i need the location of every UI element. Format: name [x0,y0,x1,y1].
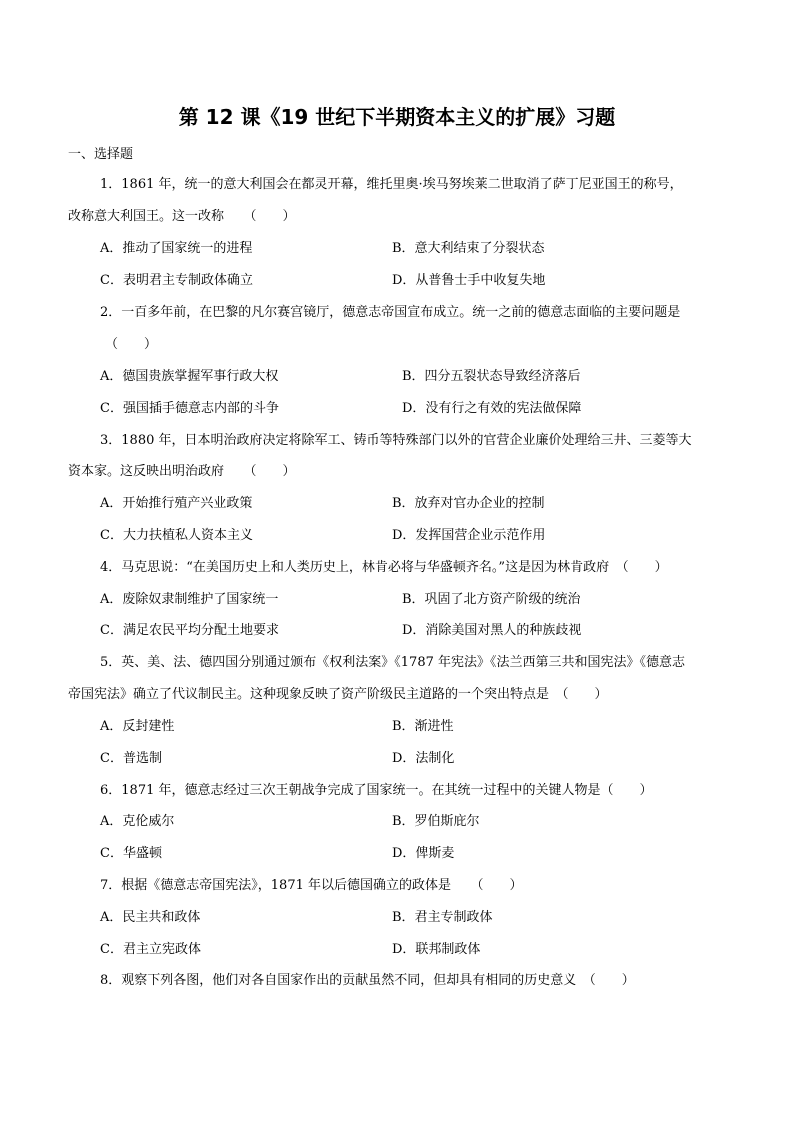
question-6-line-1: 6．1871 年，德意志经过三次王朝战争完成了国家统一。在其统一过程中的关键人物是（ ） [100,783,653,798]
question-4-option-d[interactable]: D．消除美国对黑人的种族歧视 [402,623,582,638]
question-2-option-a[interactable]: A．德国贵族掌握军事行政大权 [100,369,279,384]
question-2-line-1: 2．一百多年前，在巴黎的凡尔赛宫镜厅，德意志帝国宣布成立。统一之前的德意志面临的主要问题是 [100,305,681,320]
question-5-option-a[interactable]: A．反封建性 [100,719,175,734]
question-4-option-b[interactable]: B．巩固了北方资产阶级的统治 [402,592,581,607]
question-3-option-a[interactable]: A．开始推行殖产兴业政策 [100,496,253,511]
question-3-option-b[interactable]: B．放弃对官办企业的控制 [392,496,545,511]
question-5-line-1: 5．英、美、法、德四国分别通过颁布《权利法案》《1787 年宪法》《法兰西第三共和国宪法》《德意志 [100,655,685,670]
question-7-line-1: 7．根据《德意志帝国宪法》，1871 年以后德国确立的政体是 （ ） [100,878,523,893]
question-7-option-d[interactable]: D．联邦制政体 [392,942,481,957]
question-5-option-b[interactable]: B．渐进性 [392,719,454,734]
question-1-line-1: 1．1861 年，统一的意大利国会在都灵开幕，维托里奥·埃马努埃莱二世取消了萨丁尼亚国王的称号， [100,177,683,192]
question-2-option-b[interactable]: B．四分五裂状态导致经济落后 [402,369,581,384]
question-1-option-b[interactable]: B．意大利结束了分裂状态 [392,241,545,256]
question-7-option-c[interactable]: C．君主立宪政体 [100,942,201,957]
question-5-line-2: 帝国宪法》确立了代议制民主。这种现象反映了资产阶级民主道路的一个突出特点是 （ ） [68,687,608,702]
question-2-option-d[interactable]: D．没有行之有效的宪法做保障 [402,401,582,416]
question-6-option-c[interactable]: C．华盛顿 [100,846,162,861]
question-3-line-1: 3．1880 年，日本明治政府决定将除军工、铸币等特殊部门以外的官营企业廉价处理给三井、三菱等大 [100,433,692,448]
question-1-line-2: 改称意大利国王。这一改称 （ ） [68,209,296,224]
question-5-option-c[interactable]: C．普选制 [100,751,162,766]
question-1-option-d[interactable]: D．从普鲁士手中收复失地 [392,273,546,288]
question-4-line-1: 4．马克思说：“在美国历史上和人类历史上，林肯必将与华盛顿齐名。”这是因为林肯政府 （ ） [100,560,668,575]
question-3-option-c[interactable]: C．大力扶植私人资本主义 [100,528,253,543]
question-2-line-2: （ ） [105,337,158,352]
question-2-option-c[interactable]: C．强国插手德意志内部的斗争 [100,401,279,416]
question-1-option-a[interactable]: A．推动了国家统一的进程 [100,241,253,256]
question-5-option-d[interactable]: D．法制化 [392,751,455,766]
question-4-option-a[interactable]: A．废除奴隶制维护了国家统一 [100,592,279,607]
question-3-line-2: 资本家。这反映出明治政府 （ ） [68,464,296,479]
question-6-option-b[interactable]: B．罗伯斯庇尔 [392,814,480,829]
question-6-option-a[interactable]: A．克伦威尔 [100,814,175,829]
question-8-line-1: 8．观察下列各图，他们对各自国家作出的贡献虽然不同，但却具有相同的历史意义 （ ） [100,973,635,988]
section-heading: 一、选择题 [68,147,134,162]
question-6-option-d[interactable]: D．俾斯麦 [392,846,455,861]
question-4-option-c[interactable]: C．满足农民平均分配土地要求 [100,623,279,638]
question-7-option-a[interactable]: A．民主共和政体 [100,910,201,925]
question-1-option-c[interactable]: C．表明君主专制政体确立 [100,273,253,288]
question-3-option-d[interactable]: D．发挥国营企业示范作用 [392,528,546,543]
page-title: 第 12 课《19 世纪下半期资本主义的扩展》习题 [178,105,616,129]
question-7-option-b[interactable]: B．君主专制政体 [392,910,493,925]
